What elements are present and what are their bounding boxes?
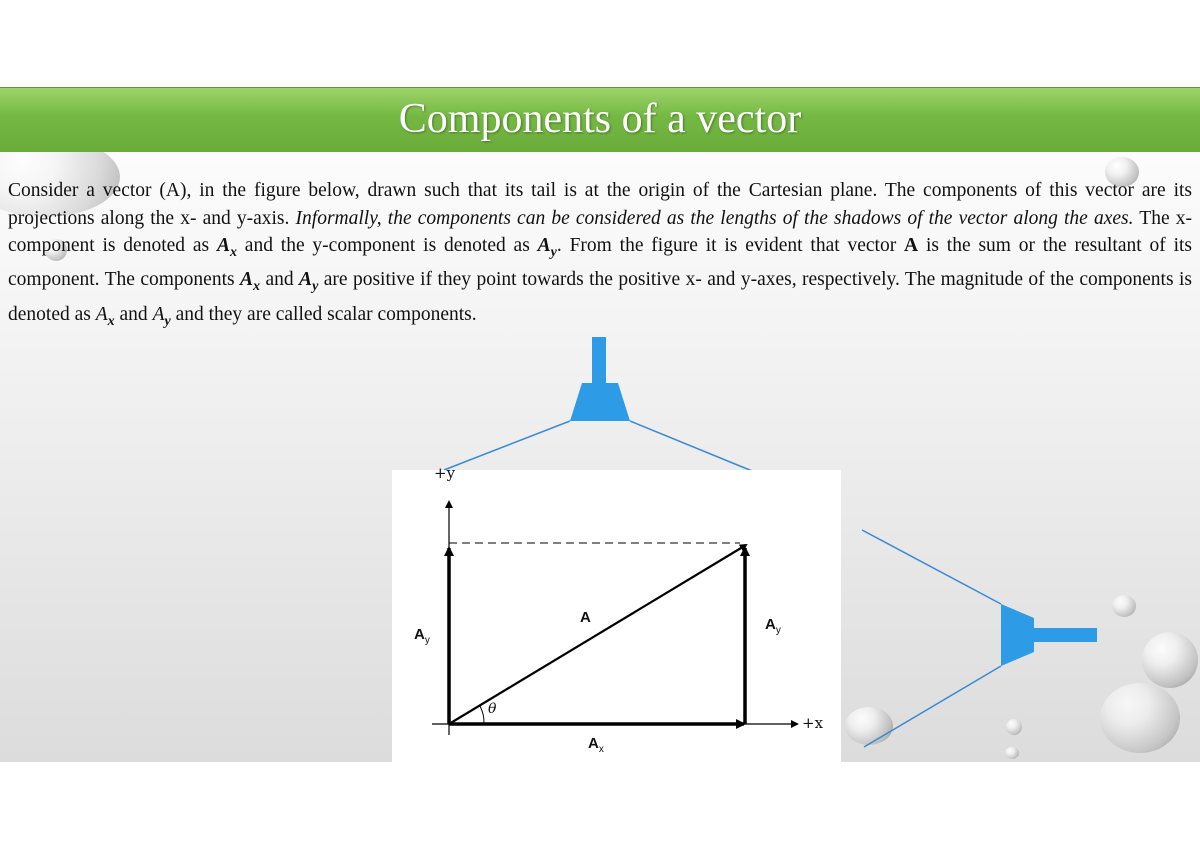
paragraph-run: and [260,269,300,291]
paragraph-run: Consider a vector (A), in the figure below, drawn such that its tail is at the origin of the Cartesian plane. The components of this vector are its projections along the x- and y-axis. [8,180,1192,229]
paragraph-run: x [253,279,261,295]
ay-right-label: $A_y$ [765,616,781,636]
paragraph-run: . From the figure it is evident that vector [556,235,905,256]
light-lamp-right-icon [1001,604,1097,666]
paragraph-run: and [114,303,153,325]
plus-x-label: +x [802,714,824,732]
paragraph-run: The x-component is denoted as [8,207,1192,256]
paragraph-run: A [537,235,551,256]
plus-y-label: +y [434,464,456,482]
paragraph-run: y [312,279,319,295]
paragraph-run: A [152,303,165,325]
paragraph-run: y [164,313,171,329]
paragraph-run: are positive if they point towards the positive x- and y-axes, respectively. The magnitude of the components is denoted as [8,269,1193,325]
paragraph-run: and they are called scalar components. [170,303,477,325]
paragraph-run: x [229,244,237,260]
ray-left [444,421,570,470]
paragraph-run: is the sum or the resultant of its component. The components [8,235,1192,291]
ray-lower [864,666,1001,747]
light-lamp-top-icon [570,337,630,421]
ray-right [630,421,757,473]
theta-label: θ [488,701,497,717]
paragraph-run: and the y-component is denoted as [236,235,538,256]
paragraph-run: y [550,244,557,260]
paragraph-run: Informally, the components can be considered as the lengths of the shadows of the vector along the axes. [295,207,1134,229]
ax-label: $A_x$ [588,735,604,755]
theta-arc [480,706,484,724]
paragraph-run: x [107,313,115,329]
ay-left-label: $A_y$ [414,626,430,646]
paragraph-run: A [95,303,108,325]
slide [0,87,1200,762]
paragraph-run: A [216,235,230,256]
paragraph-run: A [904,235,919,256]
ray-upper [862,530,1001,604]
slide-title: Components of a vector [398,96,802,142]
paragraph-run: A [299,269,313,291]
vector-a-arrow [449,545,746,724]
paragraph-run: A [240,269,254,291]
vector-a-label: A [580,609,591,626]
vector-figure [392,464,841,762]
